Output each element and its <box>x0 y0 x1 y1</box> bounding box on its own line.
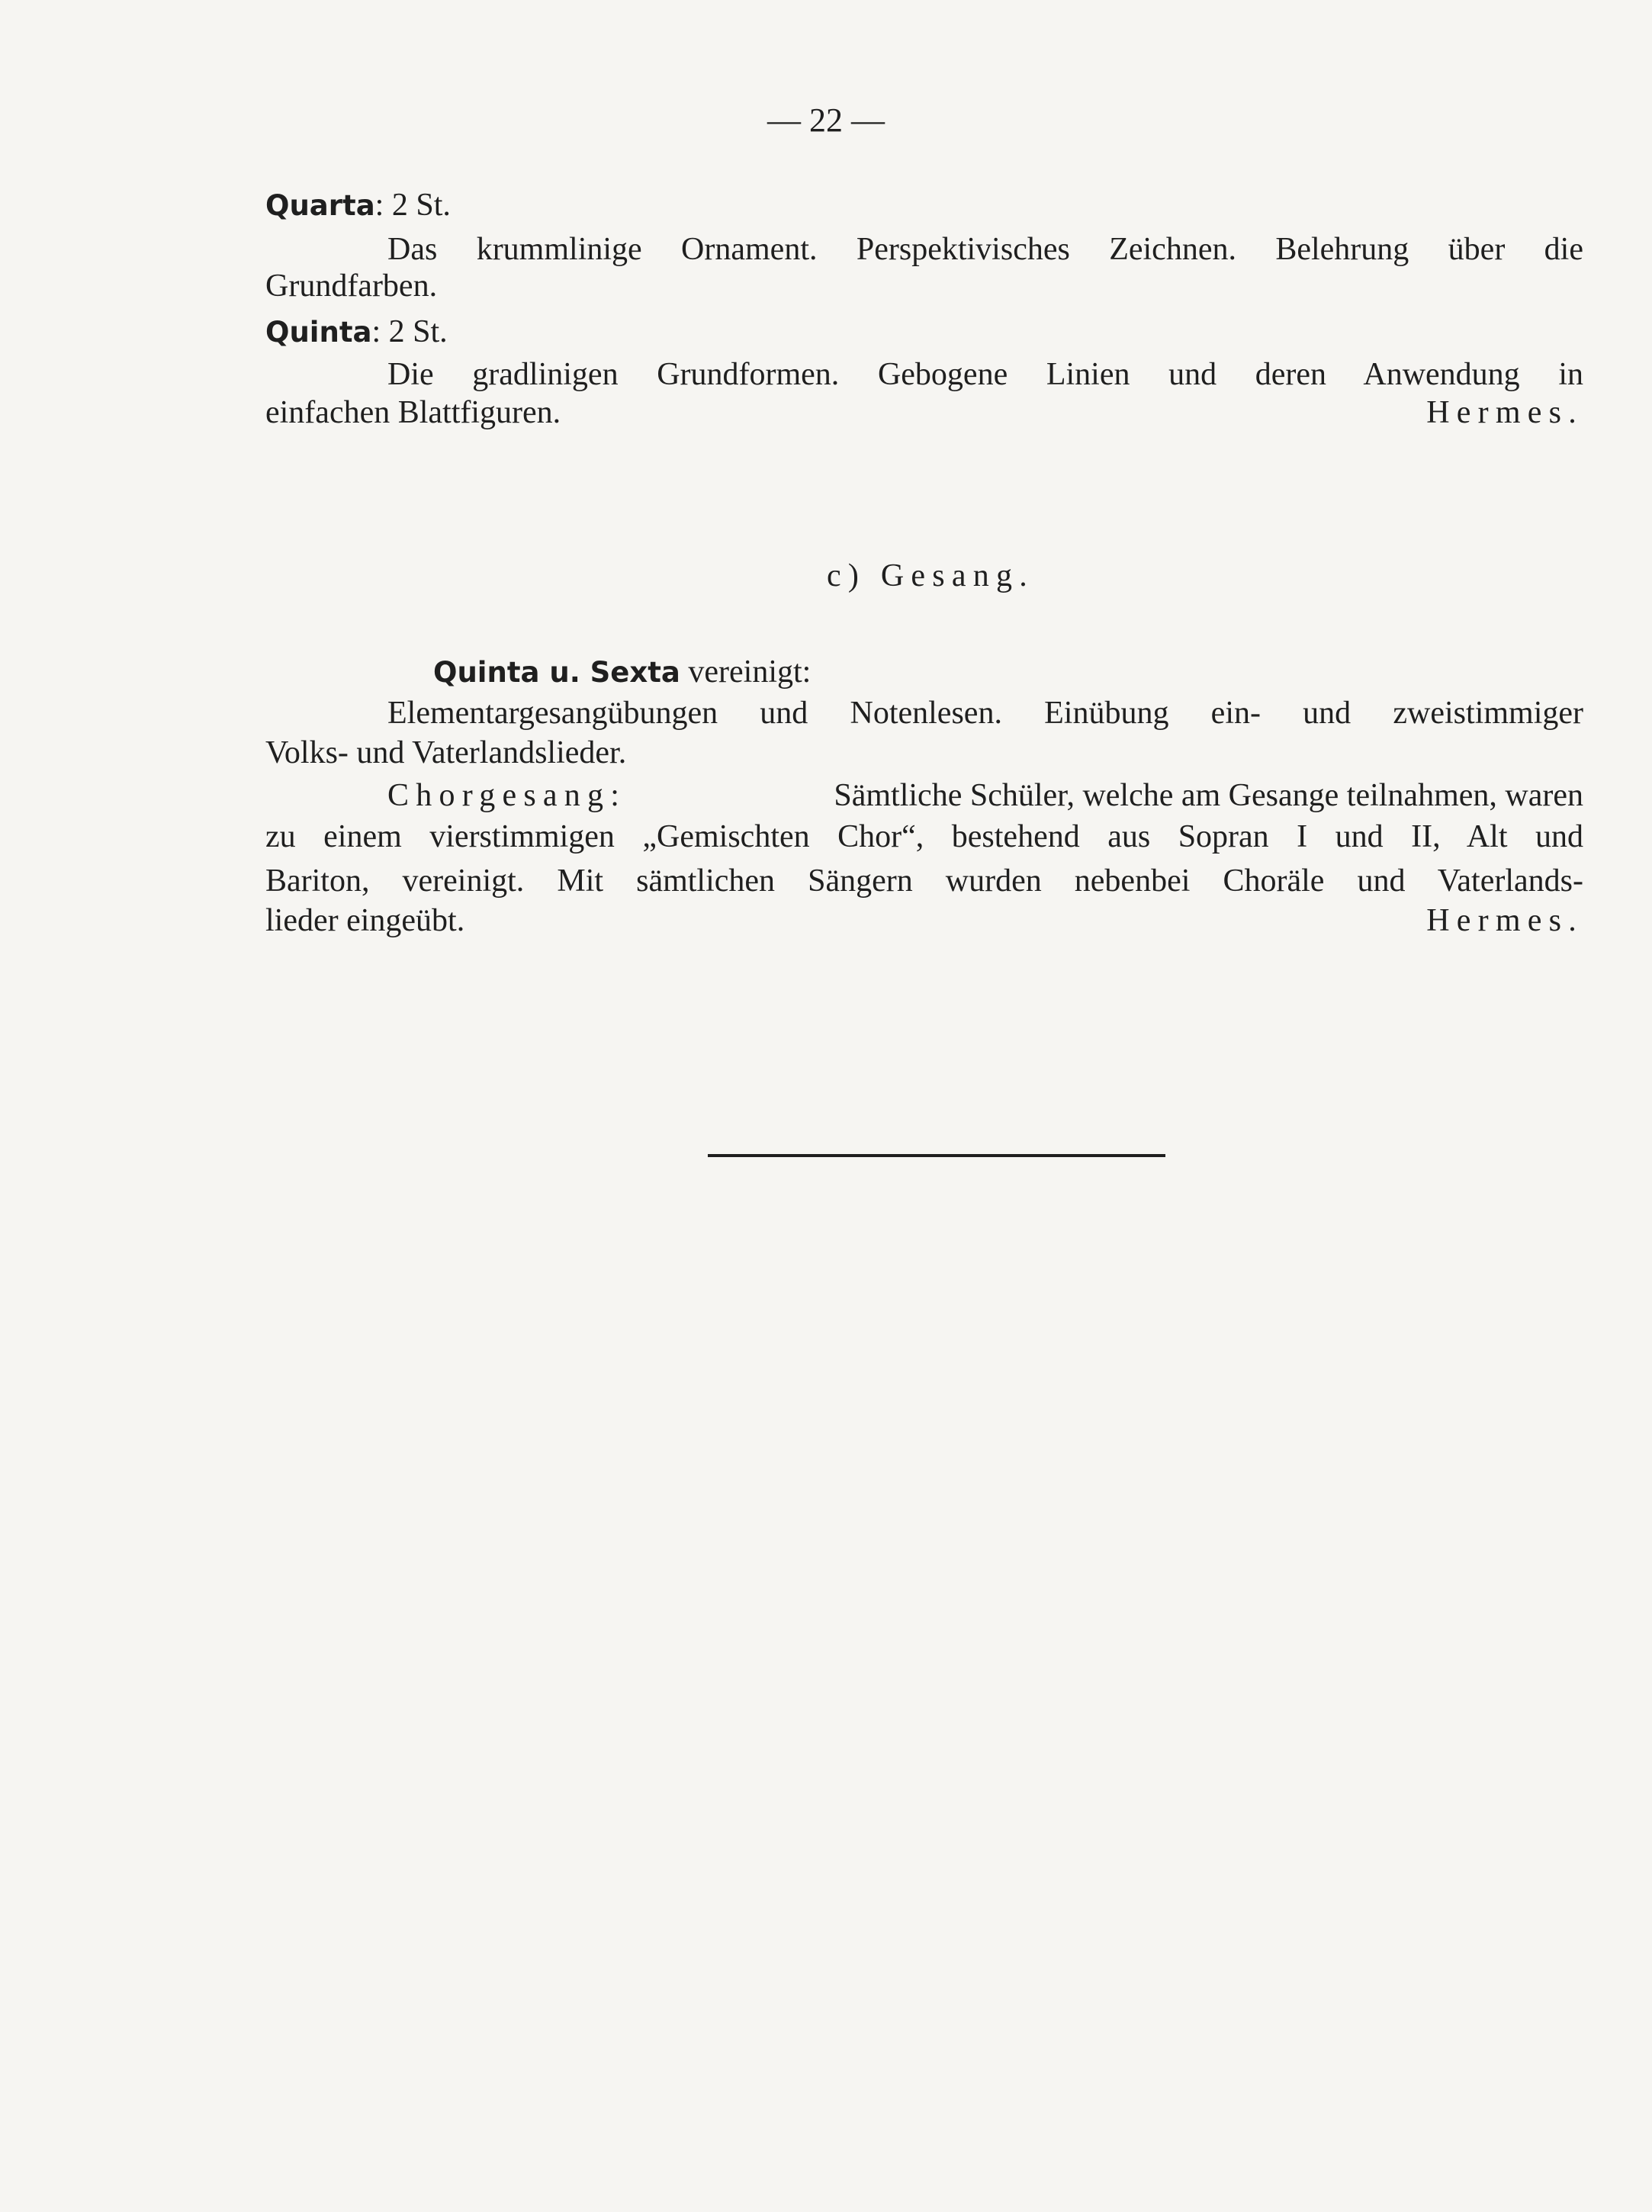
quinta-sexta-title: Quinta u. Sexta <box>433 656 680 689</box>
quarta-title-line <box>265 183 1583 228</box>
quinta-line-2: einfachen Blattfiguren. <box>265 395 561 430</box>
quinta-line-2-row <box>265 391 1583 435</box>
quinta-title-line <box>265 310 1583 355</box>
chorgesang-line-4: lieder eingeübt. <box>265 903 465 938</box>
section-divider <box>708 1154 1165 1157</box>
gesang-heading <box>0 554 1652 598</box>
quinta-title: Quinta <box>265 316 372 349</box>
quinta-hours: : 2 St. <box>371 314 448 349</box>
quinta-sexta-line-1: Elementargesangübungen und Notenlesen. Einübung ein- und zweistimmiger <box>387 696 1583 731</box>
quinta-teacher: Hermes. <box>1426 395 1583 430</box>
chorgesang-line-2: zu einem vierstimmigen „Gemischten Chor“, bestehend aus Sopran I und II, Alt und <box>265 819 1583 854</box>
quinta-sexta-title-line <box>265 650 1583 695</box>
gesang-heading-text: c) Gesang. <box>827 558 1034 593</box>
quarta-line-1: Das krummlinige Ornament. Perspektivisches Zeichnen. Belehrung über die <box>387 232 1583 267</box>
quarta-line-2: Grundfarben. <box>265 268 438 304</box>
quinta-line-1: Die gradlinigen Grundformen. Gebogene Linien und deren Anwendung in <box>387 357 1583 392</box>
quarta-hours: : 2 St. <box>374 188 451 223</box>
chorgesang-line-1-rest: Sämtliche Schüler, welche am Gesange teilnahmen, waren <box>834 778 1583 813</box>
chorgesang-teacher: Hermes. <box>1426 903 1583 938</box>
quarta-title: Quarta <box>265 189 375 222</box>
quinta-sexta-line-2: Volks- und Vaterlandslieder. <box>265 735 627 770</box>
chorgesang-line-4-row <box>265 899 1583 943</box>
quinta-sexta-suffix: vereinigt: <box>680 654 812 690</box>
chorgesang-line-1 <box>265 773 1583 818</box>
page-number: — 22 — <box>767 101 885 139</box>
chorgesang-label: Chorgesang: <box>387 778 627 813</box>
chorgesang-line-3: Bariton, vereinigt. Mit sämtlichen Sängern wurden nebenbei Choräle und Vaterlands- <box>265 863 1583 899</box>
